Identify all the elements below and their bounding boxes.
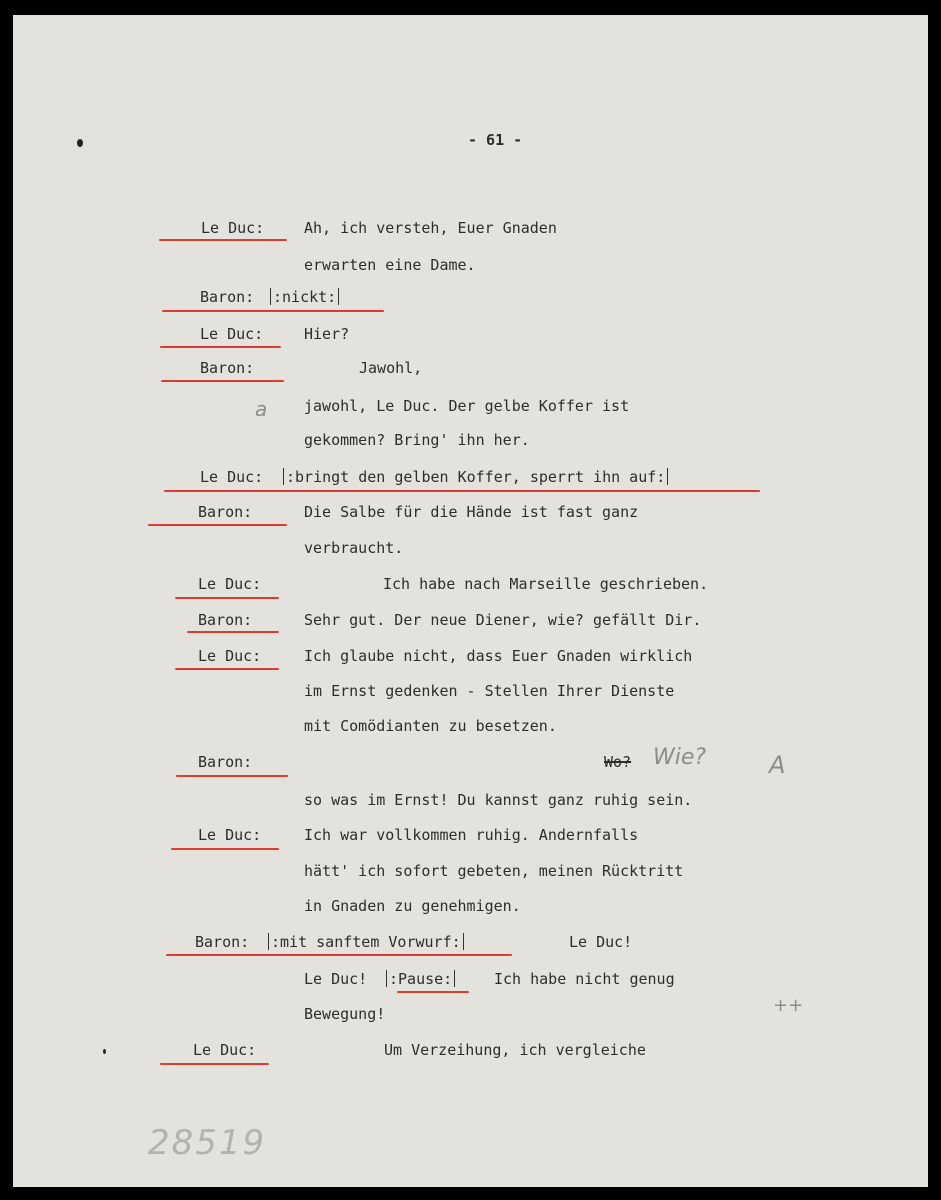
pencil-mark: A — [769, 751, 786, 779]
speaker-underline — [161, 380, 284, 382]
dialogue-line: in Gnaden zu genehmigen. — [304, 897, 521, 915]
typescript-page — [13, 15, 928, 1187]
speaker-le-duc: Le Duc: — [200, 325, 264, 343]
stage-direction: :mit sanftem Vorwurf: — [266, 933, 466, 951]
pencil-mark: ++ — [773, 995, 804, 1016]
speaker-underline — [397, 991, 469, 993]
speaker-underline — [160, 1063, 269, 1065]
dialogue-line: Bewegung! — [304, 1005, 386, 1023]
dialogue-line: Um Verzeihung, ich vergleiche — [384, 1041, 646, 1059]
dialogue-line: Ich war vollkommen ruhig. Andernfalls — [304, 826, 639, 844]
speaker-baron: Baron: — [198, 503, 253, 521]
pencil-correction: Wie? — [653, 745, 707, 770]
dialogue-line: jawohl, Le Duc. Der gelbe Koffer ist — [304, 397, 630, 415]
speaker-underline — [175, 668, 279, 670]
margin-speck — [103, 1049, 106, 1054]
speaker-le-duc: Le Duc: — [193, 1041, 257, 1059]
speaker-le-duc: Le Duc: — [200, 468, 264, 486]
speaker-underline — [187, 631, 279, 633]
speaker-underline — [166, 954, 512, 956]
dialogue-line: Sehr gut. Der neue Diener, wie? gefällt Dir. — [304, 611, 702, 629]
dialogue-line: hätt' ich sofort gebeten, meinen Rücktritt — [304, 862, 684, 880]
margin-speck — [77, 139, 83, 147]
dialogue-line: Jawohl, — [359, 359, 423, 377]
dialogue-line: mit Comödianten zu besetzen. — [304, 717, 557, 735]
archive-number: 28519 — [148, 1123, 267, 1163]
dialogue-line: gekommen? Bring' ihn her. — [304, 431, 530, 449]
struck-word: Wo? — [604, 753, 632, 771]
stage-direction: :Pause: — [384, 970, 457, 988]
speaker-baron: Baron: — [195, 933, 250, 951]
dialogue-line: Ich habe nicht genug — [494, 970, 675, 988]
page-number: - 61 - — [468, 131, 523, 149]
speaker-baron: Baron: — [200, 288, 255, 306]
speaker-underline — [175, 597, 279, 599]
speaker-le-duc: Le Duc: — [201, 219, 265, 237]
dialogue-line: Le Duc! — [304, 970, 368, 988]
stage-direction: :bringt den gelben Koffer, sperrt ihn auf: — [281, 468, 670, 486]
speaker-le-duc: Le Duc: — [198, 826, 262, 844]
speaker-underline — [160, 346, 281, 348]
speaker-underline — [164, 490, 760, 492]
dialogue-line: Ah, ich versteh, Euer Gnaden — [304, 219, 557, 237]
dialogue-line: Ich glaube nicht, dass Euer Gnaden wirklich — [304, 647, 693, 665]
dialogue-line: erwarten eine Dame. — [304, 256, 476, 274]
stage-direction: :nickt: — [268, 288, 341, 306]
speaker-le-duc: Le Duc: — [198, 647, 262, 665]
speaker-le-duc: Le Duc: — [198, 575, 262, 593]
dialogue-line: Le Duc! — [569, 933, 633, 951]
speaker-baron: Baron: — [198, 611, 253, 629]
pencil-margin-note: a — [255, 397, 268, 421]
speaker-underline — [176, 775, 288, 777]
dialogue-line: so was im Ernst! Du kannst ganz ruhig sein. — [304, 791, 693, 809]
dialogue-line: verbraucht. — [304, 539, 404, 557]
dialogue-line: im Ernst gedenken - Stellen Ihrer Dienste — [304, 682, 675, 700]
dialogue-line: Ich habe nach Marseille geschrieben. — [383, 575, 709, 593]
speaker-baron: Baron: — [198, 753, 253, 771]
dialogue-line: Hier? — [304, 325, 350, 343]
speaker-underline — [171, 848, 279, 850]
speaker-underline — [148, 524, 287, 526]
speaker-baron: Baron: — [200, 359, 255, 377]
speaker-underline — [162, 310, 384, 312]
dialogue-line: Die Salbe für die Hände ist fast ganz — [304, 503, 639, 521]
speaker-underline — [159, 239, 287, 241]
